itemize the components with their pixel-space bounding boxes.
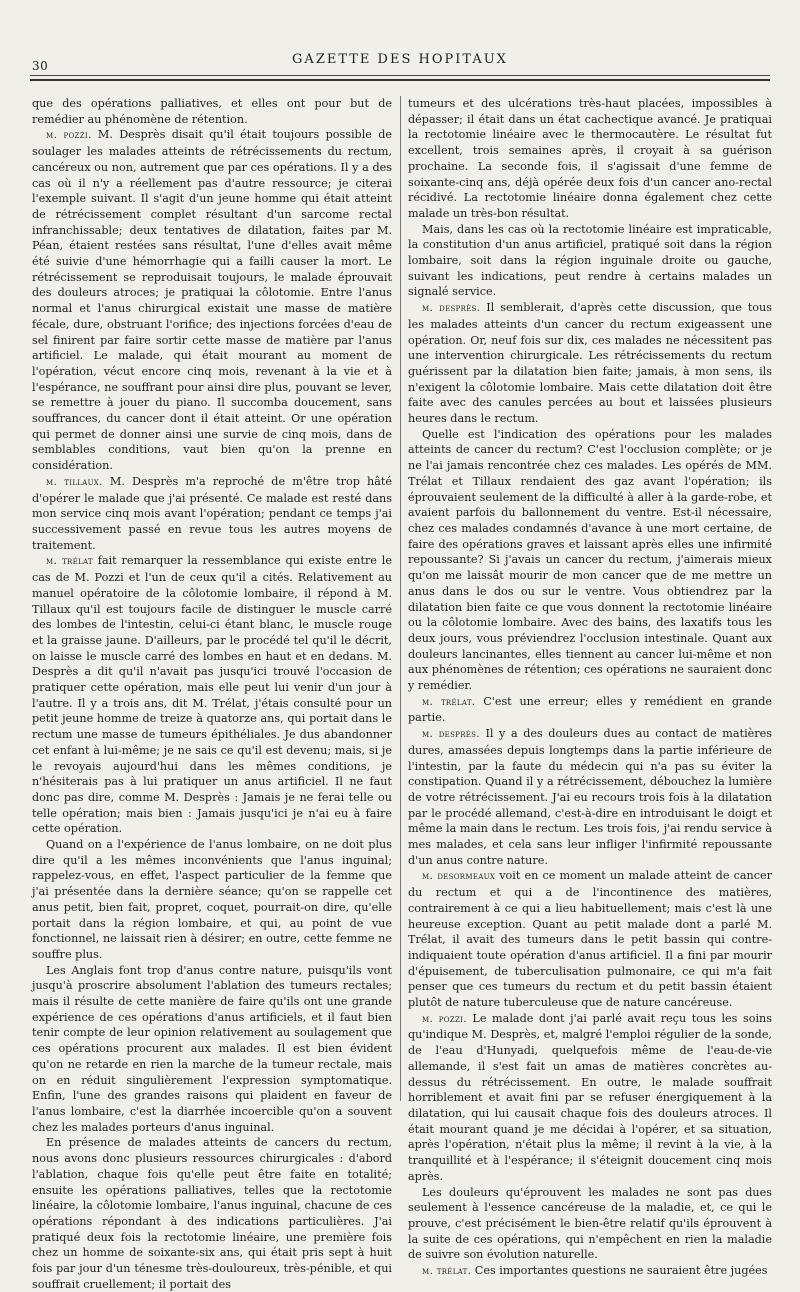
paragraph-text: que des opérations palliatives, et elles ont pour but de remédier au phénomène de rétention. [32, 97, 392, 126]
paragraph [32, 837, 392, 963]
speaker-name: m. desormeaux [422, 870, 496, 883]
paragraph [408, 1011, 772, 1185]
paragraph [408, 1263, 772, 1280]
paragraph [32, 127, 392, 473]
paragraph-text: Mais, dans les cas où la rectotomie linéaire est impraticable, la constitution d'un anus artificiel, pratiqué soit dans la région lombaire, soit dans la région inguinale droite ou gauche, suivant les indications, peut rendre à certains malades un signalé service. [408, 222, 772, 299]
paragraph [408, 300, 772, 427]
paragraph [408, 694, 772, 726]
speaker-name: m. desprès. [422, 728, 480, 741]
paragraph [32, 553, 392, 837]
paragraph-text: Quelle est l'indication des opérations pour les malades atteints de cancer du rectum? C'est l'occlusion complète; or je ne l'ai jamais rencontrée chez ces malades. Les opérés de MM. Trélat et Tillaux rendaient des gaz avant l'opération; ils éprouvaient seulement de la difficulté à aller à la garde-robe, et avaient parfois du ballonnement du ventre. Est-il nécessaire, chez ces malades condamnés d'avance à une mort certaine, de faire des opérations graves et laissant après elles une infirmité repoussante? Si j'avais un cancer du rectum, j'aimerais mieux qu'on me laissât mourir de mon cancer que de me mettre un anus dans le dos ou sur le ventre. Vous obtiendrez par la dilatation bien faite ce que vous donnent la rectotomie linéaire ou la côlotomie lombaire. Avec des bains, des laxatifs tous les deux jours, vous préviendrez l'occlusion intestinale. Quant aux douleurs lancinantes, elles tiennent au cancer lui-même et non aux phénomènes de rétention; ces opérations ne sauraient donc y remédier. [408, 427, 772, 693]
paragraph-text: Il y a des douleurs dues au contact de matières dures, amassées depuis longtemps dans la partie inférieure de l'intestin, par la faute du médecin qui n'a pas su éviter la constipation. Quand il y a rétrécissement, débouchez la lumière de votre rétrécissement. J'ai eu recours trois fois à la dilatation par le procédé allemand, c'est-à-dire en introduisant le doigt et même la main dans le rectum. Les trois fois, j'ai rendu service à mes malades, et cela sans leur infliger l'infirmité repoussante d'un anus contre nature. [408, 727, 772, 867]
speaker-name: m. tillaux. [46, 475, 103, 488]
speaker-name: m. pozzi. [422, 1012, 467, 1025]
paragraph [32, 474, 392, 554]
left-column [32, 96, 392, 1292]
speaker-name: m. trélat. [422, 695, 476, 708]
speaker-name: m. trélat [46, 555, 93, 568]
column-divider [400, 96, 401, 1101]
paragraph-text: M. Desprès m'a reproché de m'être trop hâté d'opérer le malade que j'ai présenté. Ce malade est resté dans mon service cinq mois avant l'opération; pendant ce temps j'ai successivement passé en revue tous les autres moyens de traitement. [32, 474, 392, 552]
paragraph-text: C'est une erreur; elles y remédient en grande partie. [408, 694, 772, 725]
right-column [408, 96, 772, 1280]
paragraph-text: En présence de malades atteints de cancers du rectum, nous avons donc plusieurs ressources chirurgicales : d'abord l'ablation, chaque fois qu'elle peut être faite en totalité; ensuite les opérations palliatives, telles que la rectotomie linéaire, la côlotomie lombaire, l'anus inguinal, chacune de ces opérations répondant à des indications particulières. J'ai pratiqué deux fois la rectotomie linéaire, une première fois chez un homme de soixante-six ans, qui était pris sept à huit fois par jour d'un ténesme très-douloureux, très-pénible, et qui souffrait cruellement; il portait des [32, 1136, 392, 1291]
paragraph-text: tumeurs et des ulcérations très-haut placées, impossibles à dépasser; il était dans un état cachectique avancé. Je pratiquai la rectotomie linéaire avec le thermocautère. Le résultat fut excellent, trois semaines après, il croyait à sa guérison prochaine. La seconde fois, il s'agissait d'une femme de soixante-cinq ans, déjà opérée deux fois d'un cancer ano-rectal récidivé. La rectotomie linéaire donna également chez cette malade un très-bon résultat. [408, 97, 772, 220]
paragraph [32, 96, 392, 127]
speaker-name: m. pozzi. [46, 129, 92, 142]
paragraph-text: Le malade dont j'ai parlé avait reçu tous les soins qu'indique M. Desprès, et, malgré l'emploi régulier de la sonde, de l'eau d'Hunyadi, quelquefois même de l'eau-de-vie allemande, il s'est fait un amas de matières concrètes au-dessus du rétrécissement. En outre, le malade souffrait horriblement et avait fini par se refuser énergiquement à la dilatation, qui lui causait chaque fois des douleurs atroces. Il était mourant quand je me décidai à l'opérer, et sa situation, après l'opération, n'était plus la même; il revint à la vie, à la tranquillité et à l'espérance; il s'éteignit doucement cinq mois après. [408, 1011, 772, 1183]
header-rule-thin [30, 75, 770, 76]
header-rule-thick [30, 79, 770, 81]
journal-title: GAZETTE DES HOPITAUX [292, 52, 508, 67]
paragraph [408, 726, 772, 868]
paragraph [408, 868, 772, 1010]
paragraph-text: Il semblerait, d'après cette discussion, que tous les malades atteints d'un cancer du rectum exigeassent une opération. Or, neuf fois sur dix, ces malades ne nécessitent pas une intervention chirurgicale. Les rétrécissements du rectum guérissent par la dilatation bien faite; jamais, à mon sens, ils n'exigent la côlotomie lombaire. Mais cette dilatation doit être faite avec des canules percées au bout et laissées plusieurs heures dans le rectum. [408, 301, 772, 426]
paragraph-text: Quand on a l'expérience de l'anus lombaire, on ne doit plus dire qu'il a les mêmes inconvénients que l'anus inguinal; rappelez-vous, en effet, l'aspect particulier de la femme que j'ai présentée dans la dernière séance; qu'on se rappelle cet anus petit, bien fait, propret, coquet, pourrait-on dire, qu'elle portait dans la région lombaire, et qui, au point de vue fonctionnel, ne laissait rien à désirer; en outre, cette femme ne souffre plus. [32, 838, 392, 961]
paragraph-text: fait remarquer la ressemblance qui existe entre le cas de M. Pozzi et l'un de ceux qu'il a cités. Relativement au manuel opératoire de la côlotomie lombaire, il répond à M. Tillaux qu'il est toujours facile de distinguer le muscle carré des lombes de l'intestin, celui-ci étant blanc, le muscle rouge et la graisse jaune. D'ailleurs, par le procédé tel qu'il le décrit, on laisse le muscle carré des lombes en haut et en dedans. M. Desprès a dit qu'il n'avait pas jusqu'ici trouvé l'occasion de pratiquer cette opération, mais elle peut lui venir d'un jour à l'autre. Il y a trois ans, dit M. Trélat, j'étais consulté pour un petit jeune homme de treize à quatorze ans, qui portait dans le rectum une masse de tumeurs épithéliales. Je dus abandonner cet enfant à lui-même; je ne sais ce qu'il est devenu; mais, si je le revoyais aujourd'hui dans les mêmes conditions, je n'hésiterais pas à lui pratiquer un anus artificiel. Il ne faut donc pas dire, comme M. Desprès : Jamais je ne ferai telle ou telle opération; mais bien : Jamais jusqu'ici je n'ai eu à faire cette opération. [32, 554, 392, 836]
page-number: 30 [32, 59, 49, 73]
paragraph-text: Ces importantes questions ne sauraient être jugées [474, 1264, 768, 1278]
paragraph-text: voit en ce moment un malade atteint de cancer du rectum et qui a de l'incontinence des matières, contrairement à ce qui a lieu habituellement; mais c'est là une heureuse exception. Quant au petit malade dont a parlé M. Trélat, il avait des tumeurs dans le petit bassin qui contre-indiquaient toute opération d'anus artificiel. Il a fini par mourir d'épuisement, de tuberculisation pulmonaire, ce qui m'a fait penser que ces tumeurs du rectum et du petit bassin étaient plutôt de nature tuberculeuse que de nature cancéreuse. [408, 869, 772, 1010]
paragraph [32, 963, 392, 1136]
speaker-name: m. trélat. [422, 1265, 472, 1278]
speaker-name: m. desprès. [422, 302, 481, 315]
paragraph [408, 222, 772, 301]
paragraph-text: M. Desprès disait qu'il était toujours possible de soulager les malades atteints de rétrécissements du rectum, cancéreux ou non, autrement que par ces opérations. Il y a des cas où il n'y a réellement pas d'autre ressource; je citerai l'exemple suivant. Il s'agit d'un jeune homme qui était atteint de rétrécissement complet résultant d'un sarcome rectal infranchissable; deux tentatives de dilatation, faites par M. Péan, étaient restées sans résultat, l'une d'elles avait même été suivie d'une hémorrhagie qui a failli causer la mort. Le rétrécissement se reproduisait toujours, le malade éprouvait des douleurs atroces; je pratiquai la côlotomie. Entre l'anus normal et l'anus chirurgical existait une masse de matière fécale, dure, obstruant l'orifice; des injections forcées d'eau de sel finirent par faire sortir cette masse de matière par l'anus artificiel. Le malade, qui était mourant au moment de l'opération, vécut encore cinq mois, revenant à la vie et à l'espérance, ne souffrant pour ainsi dire plus, pouvant se lever, se remettre à jouer du piano. Il succomba doucement, sans souffrances, du cancer dont il était atteint. Or une opération qui permet de donner ainsi une survie de cinq mois, dans de semblables conditions, vaut bien qu'on la prenne en considération. [32, 128, 392, 473]
paragraph-text: Les Anglais font trop d'anus contre nature, puisqu'ils vont jusqu'à proscrire absolument l'ablation des tumeurs rectales; mais il résulte de cette manière de faire qu'ils ont une grande expérience de ces opérations d'anus artificiels, et il faut bien tenir compte de leur opinion relativement au soulagement que ces opérations procurent aux malades. Il est bien évident qu'on ne retarde en rien la marche de la tumeur rectale, mais on en réduit singulièrement l'expression symptomatique. Enfin, l'une des grandes raisons qui plaident en faveur de l'anus lombaire, c'est la diarrhée incoercible qu'on a souvent chez les malades porteurs d'anus inguinal. [32, 963, 392, 1134]
paragraph-text: Les douleurs qu'éprouvent les malades ne sont pas dues seulement à l'essence cancéreuse de la maladie, et, ce qui le prouve, c'est précisément le bien-être relatif qu'ils éprouvent à la suite de ces opérations, qui n'empêchent en rien la maladie de suivre son évolution naturelle. [408, 1185, 772, 1262]
paragraph [408, 1185, 772, 1264]
paragraph [32, 1135, 392, 1292]
paragraph [408, 427, 772, 694]
paragraph [408, 96, 772, 222]
